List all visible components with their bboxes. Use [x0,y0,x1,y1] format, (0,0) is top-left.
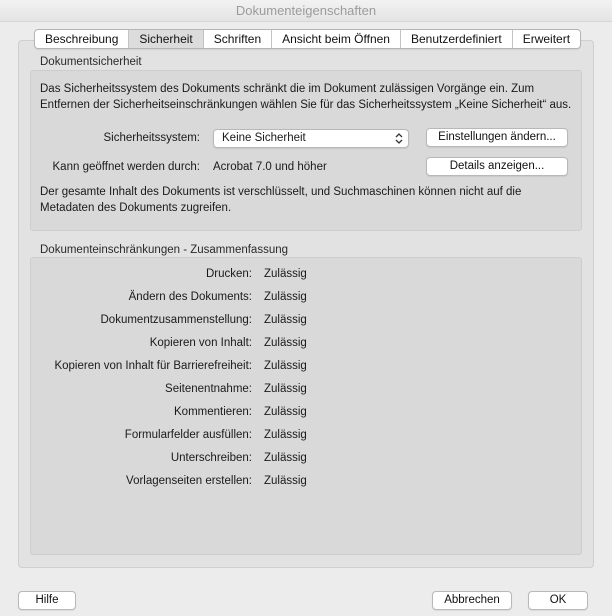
restriction-label-unterschreiben: Unterschreiben: [170,452,252,464]
change-settings-button[interactable]: Einstellungen ändern... [426,128,568,147]
openable-by-value: Acrobat 7.0 und höher [213,161,327,173]
restriction-value-unterschreiben: Zulässig [264,452,307,464]
restriction-label-vorlagenseiten: Vorlagenseiten erstellen: [126,475,252,487]
restriction-value-kommentieren: Zulässig [264,406,307,418]
tab-bar [34,29,581,49]
chevron-up-down-icon [394,131,404,146]
security-system-select[interactable] [213,129,409,148]
security-section-title: Dokumentsicherheit [40,56,142,68]
tab-beschreibung[interactable]: Beschreibung [35,30,129,48]
restriction-label-kommentieren: Kommentieren: [174,406,252,418]
encryption-note: Der gesamte Inhalt des Dokuments ist verschlüsselt, und Suchmaschinen können nicht auf die Metadaten des Dokuments zugreifen. [40,186,522,214]
restriction-value-drucken: Zulässig [264,268,307,280]
restriction-label-formularfelder: Formularfelder ausfüllen: [124,429,252,441]
restriction-value-vorlagenseiten: Zulässig [264,475,307,487]
restriction-value-formularfelder: Zulässig [264,429,307,441]
cancel-button[interactable]: Abbrechen [432,591,512,610]
help-button[interactable]: Hilfe [18,591,76,610]
tab-schriften[interactable]: Schriften [204,30,272,48]
restriction-value-zusammenstellung: Zulässig [264,314,307,326]
security-system-label: Sicherheitssystem: [103,132,200,144]
security-intro-text: Das Sicherheitssystem des Dokuments schränkt die im Dokument zulässigen Vorgänge ein. Zum Entfernen der Sicherheitseinschränkungen wählen Sie für das Sicherheitssystem „Keine Sicherheit“ aus. [40,83,572,111]
tab-erweitert[interactable]: Erweitert [522,32,571,46]
security-system-value: Keine Sicherheit [222,132,306,144]
tab-benutzerdefiniert[interactable]: Benutzerdefiniert [401,30,513,48]
restriction-label-aendern: Ändern des Dokuments: [128,291,252,303]
restriction-value-barrierefreiheit: Zulässig [264,360,307,372]
openable-by-label: Kann geöffnet werden durch: [52,161,200,173]
show-details-button[interactable]: Details anzeigen... [426,157,568,176]
ok-button[interactable]: OK [528,591,588,610]
restriction-value-kopieren: Zulässig [264,337,307,349]
restriction-label-seitenentnahme: Seitenentnahme: [165,383,252,395]
restriction-value-aendern: Zulässig [264,291,307,303]
restriction-label-drucken: Drucken: [205,268,252,280]
restrictions-section-title: Dokumenteinschränkungen - Zusammenfassung [40,244,289,256]
window-title: Dokumenteigenschaften [0,0,612,22]
tab-ansicht-beim-oeffnen[interactable]: Ansicht beim Öffnen [272,30,401,48]
restriction-label-barrierefreiheit: Kopieren von Inhalt für Barrierefreiheit: [54,360,252,372]
restriction-label-zusammenstellung: Dokumentzusammenstellung: [100,314,252,326]
restriction-label-kopieren: Kopieren von Inhalt: [149,337,252,349]
tab-sicherheit[interactable]: Sicherheit [129,30,203,48]
restriction-value-seitenentnahme: Zulässig [264,383,307,395]
